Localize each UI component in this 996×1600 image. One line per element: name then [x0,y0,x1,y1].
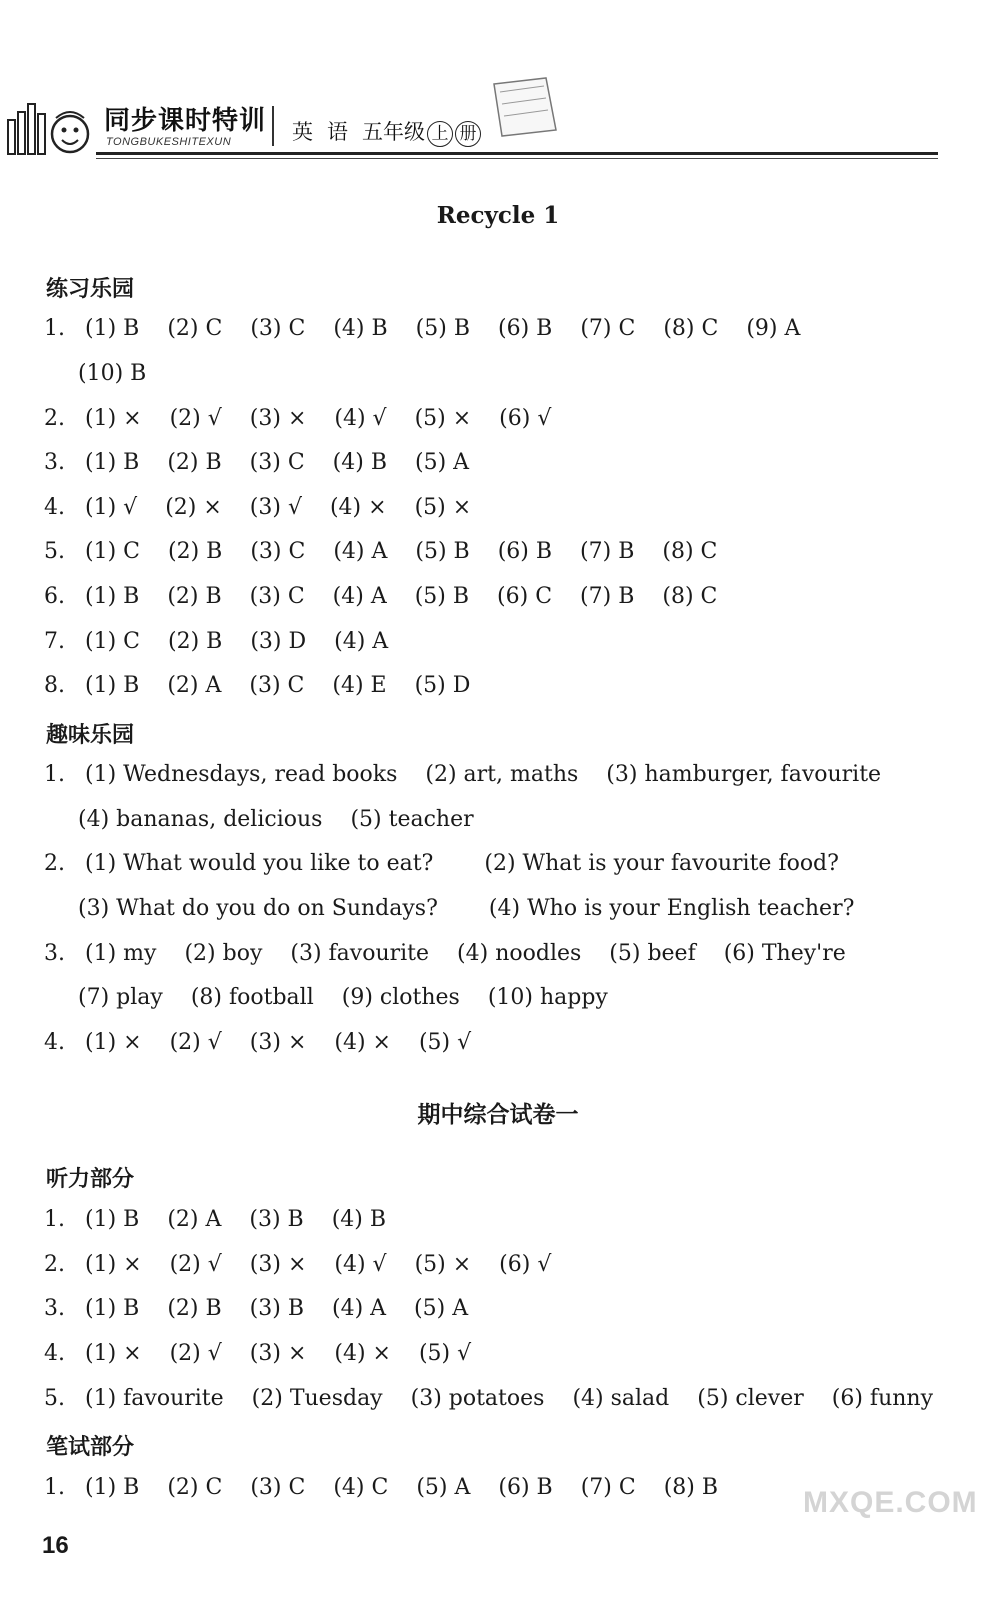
answer-item: (5) teacher [350,807,474,832]
fun-heading: 趣味乐园 [46,723,135,748]
answer-item: (8) B [663,1475,719,1500]
question-number: 2. [44,1252,65,1277]
answer-item: (2) √ [169,1341,222,1366]
answer-item: (2) × [165,495,222,520]
question-number: 1. [44,1207,65,1232]
answer-line-l3 [44,1296,489,1321]
answer-item: (8) football [190,985,314,1010]
answer-item: (2) B [167,450,222,475]
question-number: 5. [44,539,65,564]
answer-item: (3) D [250,629,307,654]
answer-item: (3) C [249,450,305,475]
answer-item: (5) √ [418,1341,472,1366]
answer-line-f1-cont [78,807,495,832]
answer-item: (1) × [85,1341,142,1366]
answer-item: (2) A [167,1207,222,1232]
answer-line-f1 [44,762,902,787]
answer-line-l1 [44,1207,407,1232]
answer-item: (5) A [416,1475,471,1500]
answer-item: (3) favourite [290,941,430,966]
answer-item: (9) A [746,316,801,341]
answer-item: (1) B [85,316,140,341]
answer-item: (2) √ [169,1252,222,1277]
answer-line-l2 [44,1252,572,1277]
answer-item: (5) D [414,673,471,698]
question-number: 5. [44,1386,65,1411]
answer-item: (3) × [249,1252,307,1277]
answer-item: (1) B [85,1475,140,1500]
answer-item: (5) B [415,539,470,564]
subject-label [292,116,481,147]
stamp-icon [486,74,562,140]
answer-item: (3) potatoes [410,1386,545,1411]
answer-item: (4) salad [572,1386,670,1411]
answer-item: (1) × [85,406,142,431]
header-divider [272,106,274,146]
answer-item: (9) clothes [341,985,460,1010]
answer-item: (1) × [85,1252,142,1277]
answer-item: (5) × [414,1252,472,1277]
answer-item: (4) noodles [457,941,582,966]
answer-item: (3) √ [249,495,302,520]
answer-item: (8) C [662,539,718,564]
answer-item: (3) × [249,406,307,431]
answer-item: (6) B [497,316,553,341]
question-number: 3. [44,450,65,475]
answer-line-p8 [44,673,491,698]
answer-item: (2) B [167,1296,222,1321]
answer-item: (10) B [78,361,147,386]
answer-item: (2) A [167,673,222,698]
answer-item: (3) C [250,316,306,341]
answer-item: (4) × [329,495,387,520]
answer-line-p7 [44,629,409,654]
answer-item: (1) B [85,1296,140,1321]
midterm-title: 期中综合试卷一 [417,1102,579,1128]
answer-item: (2) What is your favourite food? [484,851,839,876]
brand-title: 同步课时特训 [104,106,267,136]
answer-item: (2) B [168,629,223,654]
answer-item: (3) What do you do on Sundays? [78,896,438,921]
answer-line-p3 [44,450,490,475]
answer-line-p1-cont [78,361,167,386]
brand-logo-icon [4,98,96,158]
answer-item: (6) B [497,539,553,564]
answer-item: (7) C [580,1475,636,1500]
answer-line-f3-cont [78,985,629,1010]
answer-item: (1) What would you like to eat? [85,851,434,876]
brand-pinyin: TONGBUKESHITEXUN [106,136,232,148]
answer-item: (4) Who is your English teacher? [488,896,855,921]
answer-item: (2) B [167,584,222,609]
answer-item: (1) B [85,584,140,609]
answer-item: (4) A [333,539,388,564]
answer-item: (2) art, maths [425,762,579,787]
answer-item: (1) B [85,1207,140,1232]
answer-item: (3) hamburger, favourite [606,762,882,787]
watermark: MXQE.COM [803,1486,978,1519]
answer-item: (4) A [334,629,389,654]
answer-item: (3) × [249,1341,307,1366]
answer-item: (4) E [332,673,387,698]
answer-line-f2 [44,851,860,876]
answer-line-p6 [44,584,738,609]
answer-item: (7) B [580,539,635,564]
answer-item: (1) favourite [85,1386,224,1411]
answer-item: (5) beef [609,941,696,966]
listening-heading: 听力部分 [46,1167,135,1192]
answer-item: (5) A [414,450,470,475]
answer-item: (7) B [580,584,635,609]
writing-heading: 笔试部分 [46,1435,135,1460]
answer-item: (5) B [415,316,470,341]
answer-item: (1) √ [85,495,138,520]
answer-item: (2) B [168,539,223,564]
question-number: 3. [44,941,65,966]
answer-line-l4 [44,1341,492,1366]
question-number: 1. [44,762,65,787]
subject-char-2: 语 [327,120,348,144]
answer-item: (1) B [85,673,140,698]
question-number: 6. [44,584,65,609]
answer-item: (3) × [249,1030,307,1055]
answer-item: (4) B [332,450,387,475]
answer-line-f3 [44,941,867,966]
question-number: 3. [44,1296,65,1321]
answer-item: (6) C [497,584,553,609]
answer-item: (4) bananas, delicious [78,807,323,832]
answer-item: (2) √ [169,406,222,431]
answer-line-f2-cont [78,896,875,921]
answer-line-p5 [44,539,738,564]
question-number: 8. [44,673,65,698]
answer-item: (7) C [580,316,636,341]
answer-item: (1) × [85,1030,142,1055]
answer-item: (4) × [334,1030,391,1055]
answer-item: (3) C [250,539,306,564]
question-number: 2. [44,851,65,876]
answer-item: (3) B [249,1296,304,1321]
answer-item: (6) √ [499,1252,552,1277]
question-number: 1. [44,316,65,341]
answer-item: (5) × [414,406,472,431]
answer-item: (3) C [250,1475,306,1500]
grade-label: 五年级 [362,120,425,144]
header-rule [96,152,938,155]
answer-item: (4) C [333,1475,389,1500]
practice-heading: 练习乐园 [46,277,135,302]
subject-char-1: 英 [292,120,313,144]
answer-item: (6) funny [831,1386,933,1411]
answer-item: (4) √ [334,406,387,431]
answer-line-w1 [44,1475,739,1500]
answer-item: (6) They're [723,941,846,966]
answer-item: (6) √ [499,406,552,431]
question-number: 2. [44,406,65,431]
answer-line-p4 [44,495,492,520]
answer-item: (6) B [498,1475,553,1500]
question-number: 4. [44,1341,65,1366]
question-number: 4. [44,1030,65,1055]
answer-line-p2 [44,406,572,431]
answer-item: (2) C [167,1475,223,1500]
answer-item: (4) A [331,1296,387,1321]
answer-item: (5) A [414,1296,469,1321]
answer-item: (3) B [249,1207,304,1232]
answer-item: (7) play [78,985,163,1010]
answer-item: (4) B [333,316,388,341]
answer-item: (1) C [85,629,140,654]
page-header [0,70,996,170]
answer-line-l5 [44,1386,954,1411]
question-number: 4. [44,495,65,520]
answer-item: (8) C [662,584,718,609]
answer-item: (1) C [85,539,140,564]
volume-circle-1: 上 [427,121,453,147]
answer-item: (5) B [414,584,470,609]
answer-line-p1 [44,316,821,341]
answer-item: (1) B [85,450,140,475]
answer-item: (2) C [167,316,223,341]
question-number: 7. [44,629,65,654]
answer-item: (4) A [332,584,387,609]
answer-item: (5) × [414,495,472,520]
answer-item: (3) C [249,673,305,698]
answer-item: (8) C [663,316,719,341]
answer-item: (10) happy [487,985,608,1010]
header-rule-thin [96,158,938,159]
answer-item: (1) my [85,941,157,966]
answer-item: (2) Tuesday [251,1386,383,1411]
recycle-title: Recycle 1 [436,202,560,229]
volume-circle-2: 册 [455,121,481,147]
answer-item: (4) × [334,1341,391,1366]
answer-item: (4) √ [334,1252,387,1277]
answer-item: (5) √ [418,1030,472,1055]
page-number: 16 [42,1532,69,1559]
answer-item: (2) boy [184,941,263,966]
answer-item: (4) B [331,1207,387,1232]
answer-item: (2) √ [169,1030,222,1055]
question-number: 1. [44,1475,65,1500]
answer-line-f4 [44,1030,492,1055]
answer-item: (1) Wednesdays, read books [85,762,398,787]
answer-item: (5) clever [697,1386,804,1411]
answer-item: (3) C [249,584,305,609]
